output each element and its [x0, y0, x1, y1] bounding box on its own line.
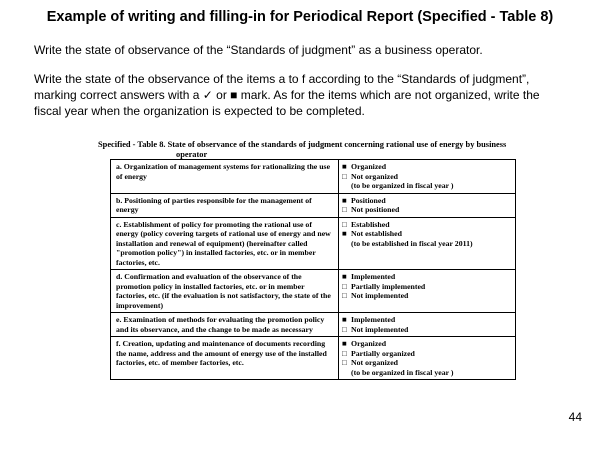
checked-box-icon: ■: [342, 162, 347, 171]
answer-option: [342, 162, 511, 172]
table-row: [111, 217, 516, 270]
item-description: e. Examination of methods for evaluating the promotion policy and its observance, and the change to be made as necessary: [111, 313, 339, 337]
answer-option: [342, 358, 511, 368]
unchecked-box-icon: □: [342, 171, 347, 181]
table-row: [111, 160, 516, 194]
answer-option: [342, 349, 511, 359]
answer-option-label: Partially organized: [351, 348, 415, 358]
checked-box-icon: ■: [342, 315, 347, 324]
answer-option: [342, 229, 511, 239]
table-row: [111, 313, 516, 337]
table-caption: [98, 140, 518, 160]
unchecked-box-icon: □: [342, 348, 347, 358]
answer-options: [339, 217, 516, 270]
answer-options: [339, 193, 516, 217]
item-description: f. Creation, updating and maintenance of documents recording the name, address and the amount of energy use of the installed factories, etc. of member factories, etc.: [111, 337, 339, 380]
instruction-text-a: Write the state of the observance of the items a to f according to the “Standards of judgment”, marking correct answers with a: [34, 72, 530, 102]
answer-option: [342, 196, 511, 206]
item-description: c. Establishment of policy for promoting the rational use of energy (policy covering targets of rational use of energy and new installation and renewal of equipment) (hereinafter called "promotion policy") in installed factories, etc. or in member factories, etc.: [111, 217, 339, 270]
answer-option-label: Partially implemented: [351, 281, 426, 291]
answer-option-label: Not organized: [351, 358, 398, 367]
unchecked-box-icon: □: [342, 205, 347, 214]
instruction-text-b: mark. As for the items which are not organized, write the fiscal year when the organization is expected to be completed.: [34, 88, 540, 118]
answer-option-label: (to be organized in fiscal year ): [351, 367, 454, 377]
answer-option-label: Organized: [351, 339, 387, 348]
unchecked-box-icon: □: [342, 291, 347, 300]
checked-box-icon: ■: [342, 229, 347, 238]
table-row: [111, 270, 516, 313]
answer-option: [342, 339, 511, 349]
answer-option: [342, 282, 511, 292]
answer-option-label: Not implemented: [351, 291, 409, 300]
answer-option-label: Positioned: [351, 195, 386, 205]
unchecked-box-icon: □: [342, 219, 347, 229]
answer-option: [342, 272, 511, 282]
answer-option-label: Implemented: [351, 272, 396, 281]
check-mark-icon: ✓: [202, 88, 213, 102]
answer-options: [339, 160, 516, 194]
answer-option-label: Not positioned: [351, 205, 400, 214]
table-row: [111, 337, 516, 380]
checked-box-icon: ■: [342, 195, 347, 205]
filled-square-icon: ■: [230, 88, 238, 102]
checked-box-icon: ■: [342, 339, 347, 348]
answer-option: [342, 315, 511, 325]
item-description: d. Confirmation and evaluation of the observance of the promotion policy in installed factories, etc. or in member factories, etc. (if the evaluation is not satisfactory, the state of the improvement): [111, 270, 339, 313]
item-description: b. Positioning of parties responsible for the management of energy: [111, 193, 339, 217]
answer-option: [342, 205, 511, 215]
answer-options: [339, 313, 516, 337]
answer-option-label: Organized: [351, 162, 387, 171]
checked-box-icon: ■: [342, 272, 347, 281]
unchecked-box-icon: □: [342, 324, 347, 334]
answer-option: [342, 220, 511, 230]
unchecked-box-icon: □: [342, 358, 347, 367]
answer-option-label: Not implemented: [351, 324, 409, 334]
answer-option-label: (to be established in fiscal year 2011): [351, 238, 473, 248]
answer-option-label: (to be organized in fiscal year ): [351, 181, 454, 190]
instruction-paragraph-2: [34, 71, 564, 119]
answer-option: [342, 181, 511, 191]
answer-options: [339, 337, 516, 380]
observance-table: [110, 159, 516, 380]
answer-option-label: Implemented: [351, 315, 396, 324]
answer-option: [342, 368, 511, 378]
answer-option: [342, 291, 511, 301]
answer-options: [339, 270, 516, 313]
answer-option-label: Not established: [351, 229, 402, 238]
instruction-paragraph-1: Write the state of observance of the “Standards of judgment” as a business operator.: [34, 43, 483, 57]
answer-option: [342, 239, 511, 249]
table-caption-line-1: Specified - Table 8. State of observance of the standards of judgment concerning rational use of energy by business: [98, 140, 507, 149]
answer-option-label: Not organized: [351, 171, 398, 181]
item-description: a. Organization of management systems for rationalizing the use of energy: [111, 160, 339, 194]
instruction-or: or: [216, 88, 227, 102]
page-number: 44: [568, 410, 582, 424]
page-title: Example of writing and filling-in for Periodical Report (Specified - Table 8): [46, 9, 554, 25]
table-caption-line-2: operator: [176, 150, 208, 159]
unchecked-box-icon: □: [342, 281, 347, 291]
table-row: [111, 193, 516, 217]
answer-option-label: Established: [351, 219, 390, 229]
answer-option: [342, 172, 511, 182]
answer-option: [342, 325, 511, 335]
